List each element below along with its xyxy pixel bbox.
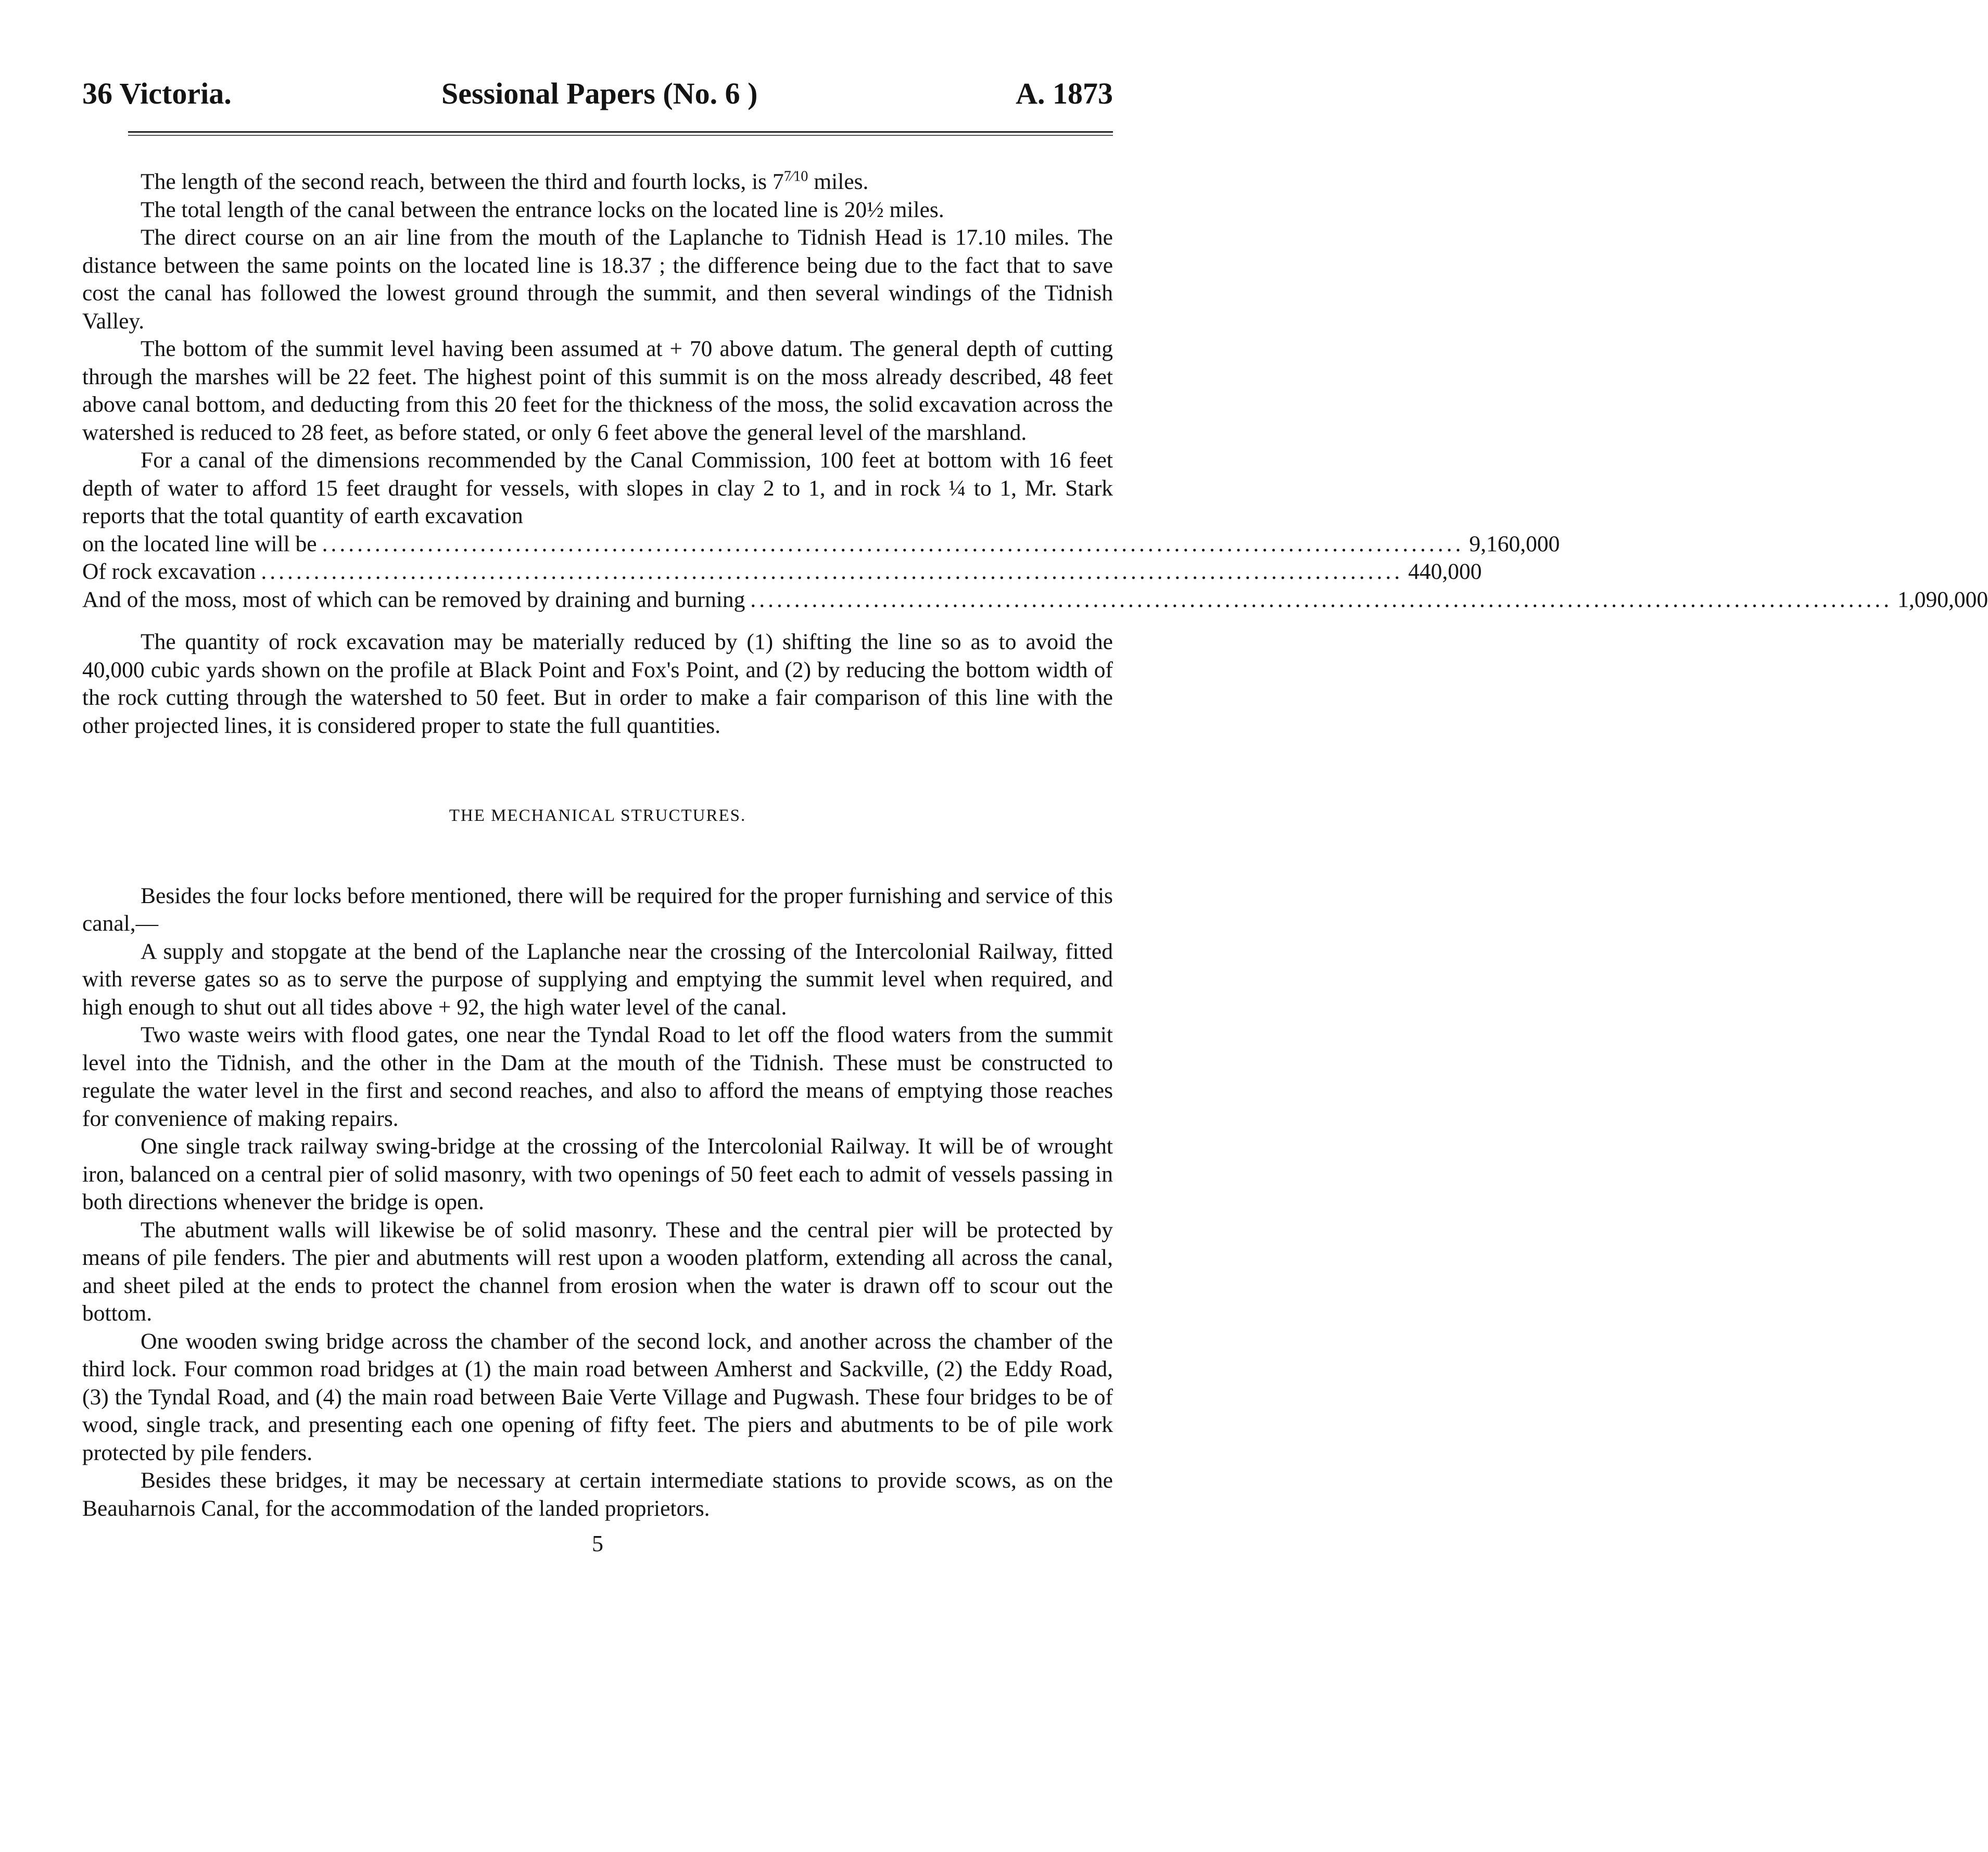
running-header [82, 68, 1113, 120]
quantity-value: 440,000 [1408, 559, 1482, 584]
paragraph-swing-bridge: One single track railway swing-bridge at the crossing of the Intercolonial Railway. It will be of wrought iron, balanced on a central pier of solid masonry, with two openings of 50 feet each to admit of vessels passing in both directions whenever the bridge is open. [82, 1134, 1113, 1214]
section-title: THE MECHANICAL STRUCTURES. [449, 806, 746, 825]
fraction: 7⁄10 [783, 168, 808, 185]
header-volume: 36 Victoria. [82, 77, 232, 110]
quantity-label: on the located line will be [82, 531, 317, 556]
quantity-row [82, 558, 1482, 586]
header-title: Sessional Papers (No. 6 ) [441, 77, 758, 110]
paragraph-structures-intro: Besides the four locks before mentioned, there will be required for the proper furnishing and service of this canal,— [82, 883, 1113, 936]
dot-leader: .................................................................................................................................. [750, 587, 1893, 612]
paragraph-abutment-walls: The abutment walls will likewise be of solid masonry. These and the central pier will be protected by means of pile fenders. The pier and abutments will rest upon a wooden platform, extending all across the canal, and sheet piled at the ends to protect the channel from erosion when the water is drawn off to scour out the bottom. [82, 1217, 1113, 1326]
quantity-row [82, 586, 1988, 614]
paragraph-road-bridges: One wooden swing bridge across the chamber of the second lock, and another across the chamber of the third lock. Four common road bridges at (1) the main road between Amherst and Sackville, (2) the Eddy Road, (3) the Tyndal Road, and (4) the main road between Baie Verte Village and Pugwash. These four bridges to be of wood, single track, and presenting each one opening of fifty feet. The piers and abutments to be of pile work protected by pile fenders. [82, 1328, 1113, 1465]
spacer [82, 614, 1113, 628]
dot-leader: .................................................................................................................................. [261, 559, 1403, 584]
quantity-row [82, 530, 1560, 559]
paragraph-second-reach [82, 168, 1113, 196]
paragraph-text: miles. [808, 169, 869, 194]
quantity-label: Of rock excavation [82, 559, 256, 584]
header-rule [128, 131, 1113, 136]
paragraph-summit-level: The bottom of the summit level having been assumed at + 70 above datum. The general depth of cutting through the marshes will be 22 feet. The highest point of this summit is on the moss already described, 48 feet above canal bottom, and deducting from this 20 feet for the thickness of the moss, the solid excavation across the watershed is reduced to 28 feet, as before stated, or only 6 feet above the general level of the marshland. [82, 336, 1113, 445]
quantity-label: And of the moss, most of which can be removed by draining and burning [82, 587, 745, 612]
paragraph-canal-dimensions: For a canal of the dimensions recommended by the Canal Commission, 100 feet at bottom with 16 feet depth of water to afford 15 feet draught for vessels, with slopes in clay 2 to 1, and in rock ¼ to 1, Mr. Stark reports that the total quantity of earth excavation [82, 448, 1113, 528]
paragraph-direct-course: The direct course on an air line from the mouth of the Laplanche to Tidnish Head is 17.10 miles. The distance between the same points on the located line is 18.37 ; the difference being due to the fact that to save cost the canal has followed the lowest ground through the summit, and then several windings of the Tidnish Valley. [82, 225, 1113, 334]
quantity-value: 9,160,000 [1469, 531, 1560, 556]
page-number: 5 [592, 1531, 603, 1556]
dot-leader: .................................................................................................................................. [322, 531, 1464, 556]
header-year: A. 1873 [1016, 77, 1113, 110]
paragraph-scows: Besides these bridges, it may be necessary at certain intermediate stations to provide scows, as on the Beauharnois Canal, for the accommodation of the landed proprietors. [82, 1468, 1113, 1521]
paragraph-stopgate: A supply and stopgate at the bend of the Laplanche near the crossing of the Intercolonial Railway, fitted with reverse gates so as to serve the purpose of supplying and emptying the summit level when required, and high enough to shut out all tides above + 92, the high water level of the canal. [82, 938, 1113, 1020]
quantity-value: 1,090,000 [1897, 587, 1988, 612]
paragraph-text: The length of the second reach, between the third and fourth locks, is 7 [141, 169, 784, 194]
paragraph-rock-excavation: The quantity of rock excavation may be materially reduced by (1) shifting the line so as to avoid the 40,000 cubic yards shown on the profile at Black Point and Fox's Point, and (2) by reducing the bottom width of the rock cutting through the watershed to 50 feet. But in order to make a fair comparison of this line with the other projected lines, it is considered proper to state the full quantities. [82, 629, 1113, 738]
paragraph-waste-weirs: Two waste weirs with flood gates, one near the Tyndal Road to let off the flood waters from the summit level into the Tidnish, and the other in the Dam at the mouth of the Tidnish. These must be constructed to regulate the water level in the first and second reaches, and also to afford the means of emptying those reaches for convenience of making repairs. [82, 1022, 1113, 1131]
paragraph-total-length: The total length of the canal between the entrance locks on the located line is 20½ miles. [141, 197, 944, 222]
body-text [82, 168, 1988, 1558]
document-page [82, 68, 1988, 1558]
